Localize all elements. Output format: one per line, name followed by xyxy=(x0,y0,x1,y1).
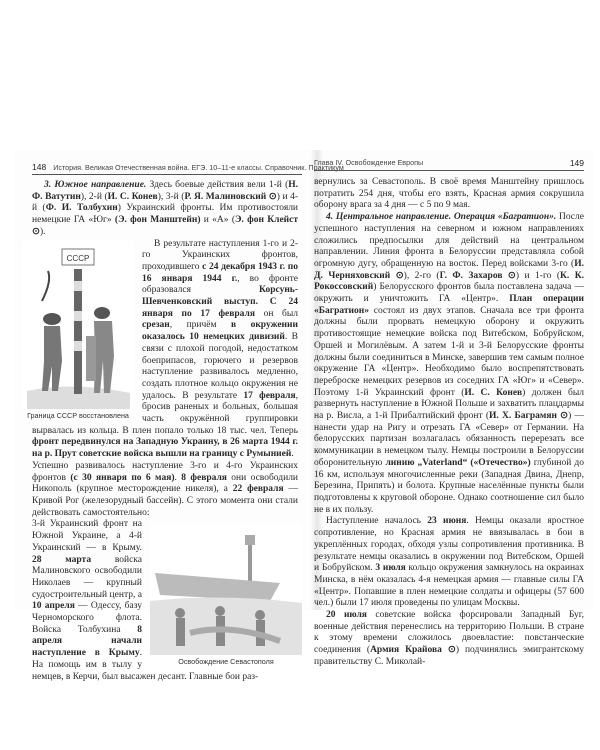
text-run: ). xyxy=(39,226,46,237)
figure-caption: Освобождение Севастополя xyxy=(178,657,274,667)
right-page xyxy=(312,150,594,667)
text-run: , во фронте образовался xyxy=(142,273,298,296)
text-run: состоял из двух этапов. Сначала все три фронта должны были прорвать немецкую оборону и окружить противостоящие немецкие войска под Витебском, Бобруйском, Оршей и Могилёвым. А затем 1-й и 3-й Белорусские фронты должны были соединиться в Минске, завершив тем самым полное окружение ГА «Центр». Необходимо было воспрепятствовать переброске немецких резервов из соседних ГА «Юг» и «Север». Поэтому 1-й Украинский фронт ( xyxy=(314,305,584,398)
text-run: советские войска форсировали Западный Буг, военные действия перенеслись на территорию Польши. В стране к этому времени сложилось двоевластие: повстанческие соединения ( xyxy=(314,610,584,656)
text-run: ) Белорусского фронтов была поставлена задача — окружить и уничтожить ГА «Центр». xyxy=(314,282,584,305)
left-text-body xyxy=(27,180,299,683)
text-run: глубиной до 16 км, используя многочисленные реки (Западная Двина, Днепр, Березина, Припять) и болота. Крупные населённые пункты были подготовлены к круговой обороне. Однако соотношение сил было не в их пользу. xyxy=(314,457,584,515)
page-number: 149 xyxy=(569,158,584,168)
figure-border-post xyxy=(22,241,134,421)
bold-text-run: И. С. Конев xyxy=(107,191,158,202)
bold-text-run: И. С. Конев xyxy=(464,387,523,398)
bold-text-run: (Э. фон Манштейн) xyxy=(114,215,201,226)
text-run: — Кривой Рог (железорудный бассейн). С этого момента они стали действовать самостоятельно: xyxy=(32,484,298,518)
book-spread xyxy=(14,150,594,682)
bold-text-run: с 24 декабря 1943 г. по 16 января 1944 г. xyxy=(142,261,298,284)
text-run: ), 2-й ( xyxy=(80,191,108,202)
bold-text-run: Р. Я. Малиновский ⊙ xyxy=(184,191,277,202)
bold-text-run: (с 30 января по 6 мая) xyxy=(70,472,175,483)
text-run: В результате наступления 1-го и 2-го Украинских фронтов, проходившего xyxy=(142,238,298,272)
left-page xyxy=(14,150,344,682)
text-run: 3-й Украинский фронт на Южной Украине, а 4-й Украинский — в Крыму. xyxy=(32,519,142,553)
bold-text-run: 3. Южное направление. xyxy=(44,180,147,190)
text-run: ) подчинялись эмигрантскому правительству С. Миколай- xyxy=(314,645,584,667)
text-run: войска Малиновского освободили Николаев — крупный судостроительный центр, а xyxy=(32,554,142,600)
bold-text-run: 20 июля xyxy=(326,610,367,621)
page-number: 148 xyxy=(32,162,47,172)
text-run: . Немцы оказали яростное сопротивление, но Красная армия не ввязывалась в бои в укреплённых городах, обходя узлы сопротивления противника. В результате немцы оказались в окружении под Витебском, Оршей и Бобруйском. xyxy=(314,516,584,574)
bold-text-run: линию „Vaterland“ («Отечество») xyxy=(385,457,531,468)
paragraph xyxy=(32,180,298,239)
figure-sevastopol xyxy=(150,523,302,668)
text-run: Наступление началось xyxy=(326,516,428,527)
paragraph xyxy=(314,177,584,212)
text-run: — Одессу, базу Черноморского флота. Войска Толбухина xyxy=(32,601,142,635)
running-head-text: История. Великая Отечественная война. ЕГЭ. 10–11-е классы. Справочник. Практикум xyxy=(53,163,344,172)
text-run: кольцо окружения замкнулось на окраинах Минска, в нём оказалась 4-я немецкая армия — главные силы ГА «Центр». Попавшие в плен немецкие солдаты и офицеры (57 600 чел.) были 17 июля проведены по улицам Москвы. xyxy=(314,563,585,609)
text-run: , бросив раненых и больных, большая часть окружённой группировки вырвалась из кольца. В плен попало только 18 тыс. чел. Теперь xyxy=(32,390,299,436)
figure-caption: Граница СССР восстановлена xyxy=(27,410,129,420)
bold-text-run: 8 апреля начали наступление в Крыму xyxy=(32,624,142,659)
bold-text-run: 10 апреля xyxy=(32,601,75,612)
bold-text-run: Н. Ф. Ватутин xyxy=(32,180,298,202)
sevastopol-illustration xyxy=(150,523,302,655)
running-header xyxy=(314,158,584,171)
right-text-body xyxy=(314,177,584,669)
text-run: и «А» ( xyxy=(200,215,236,226)
bold-text-run: 22 февраля xyxy=(232,484,284,495)
text-run: , причём xyxy=(169,320,231,331)
running-header xyxy=(32,162,344,175)
text-run: . На помощь им в тылу у немцев, в Керчи, был высажен десант. Главные бои раз- xyxy=(32,648,259,682)
bold-text-run: Корсунь-Шевченковский выступ. С 24 января по 17 февраля xyxy=(142,285,298,319)
text-run: ) Украинский фронты. Им противостояли немецкие ГА «Юг» xyxy=(32,203,299,226)
text-run: Здесь боевые действия вели 1-й ( xyxy=(146,180,289,190)
bold-text-run: 23 июня xyxy=(427,516,467,527)
text-run: ) и 1-го ( xyxy=(515,270,560,281)
text-run: они освободили Никополь (крупное месторождение никеля), а xyxy=(32,472,299,495)
paragraph xyxy=(32,461,298,520)
text-run: он был xyxy=(254,308,298,319)
text-run: ) и 4-й ( xyxy=(32,191,298,214)
bold-text-run: Ф. И. Толбухин xyxy=(45,203,118,214)
bold-text-run: Э. фон Клейст ⊙ xyxy=(32,215,299,237)
text-run: вернулись за Севастополь. В своё время Манштейну пришлось потратить 254 дня, чтобы его взять, Красная армия сокрушила оборону врага за 4 дня — с 5 по 9 мая. xyxy=(314,177,584,211)
bold-text-run: в окружении оказалось 10 немецких дивизий xyxy=(142,320,298,343)
border-post-illustration xyxy=(22,241,134,409)
bold-text-run: Армия Крайова ⊙ xyxy=(370,645,456,656)
bold-text-run: Г. Ф. Захаров ⊙ xyxy=(439,270,516,281)
text-run: . xyxy=(291,449,294,460)
text-run: ) — нанести удар на Ригу и отрезать ГА «Север» от Германии. На белорусских партизан возлагалась обязанность перерезать все коммуникации в немецком тылу. Немцы построили в Белоруссии оборонительную xyxy=(314,411,584,468)
bold-text-run: 3 июля xyxy=(375,563,406,574)
running-head-text: Глава IV. Освобождение Европы xyxy=(314,158,424,167)
text-run: ), 2-го ( xyxy=(403,270,440,281)
bold-text-run: срезан xyxy=(142,320,170,331)
paragraph xyxy=(314,516,584,610)
text-run: ) должен был развернуть наступление в Южной Польше и захватить плацдармы на р. Висла, а 1-й Прибалтийский фронт ( xyxy=(314,387,584,422)
bold-text-run: 28 марта xyxy=(32,554,92,565)
bold-text-run: фронт передвинулся на Западную Украину, в 26 марта 1944 г. на р. Прут советские войска вышли на границу с Румынией xyxy=(32,437,298,460)
text-run: После успешного наступления на северном и южном направлениях сложились предпосылки для действий на центральном направлении. Линия фронта в Белоруссии представляла собой огромную дугу, обращенную на восток. Перед войсками 3-го ( xyxy=(314,212,584,269)
bold-text-run: 4. Центральное направление. Операция «Багратион». xyxy=(326,212,557,223)
paragraph xyxy=(314,610,584,669)
bold-text-run: 17 февраля xyxy=(243,390,296,401)
paragraph xyxy=(314,212,584,516)
sign-text: СССР xyxy=(66,253,90,263)
bold-text-run: И. Х. Баграмян ⊙ xyxy=(489,411,569,422)
text-run: Успешно развивалось наступление 3-го и 4-го Украинских фронтов xyxy=(32,460,298,483)
bold-text-run: План операции «Багратион» xyxy=(314,294,584,316)
text-run: . xyxy=(174,472,182,483)
text-run: ), 3-й ( xyxy=(157,191,185,202)
bold-text-run: 8 февраля xyxy=(181,472,227,483)
text-run: . В связи с плохой погодой, недостатком боеприпасов, горючего и резервов наступление развивалось медленно, создать плотное кольцо окружения не удалось. В результате xyxy=(142,332,299,401)
bold-text-run: И. Д. Черняховский ⊙ xyxy=(314,258,584,281)
bold-text-run: К. К. Рокоссовский xyxy=(314,270,584,293)
